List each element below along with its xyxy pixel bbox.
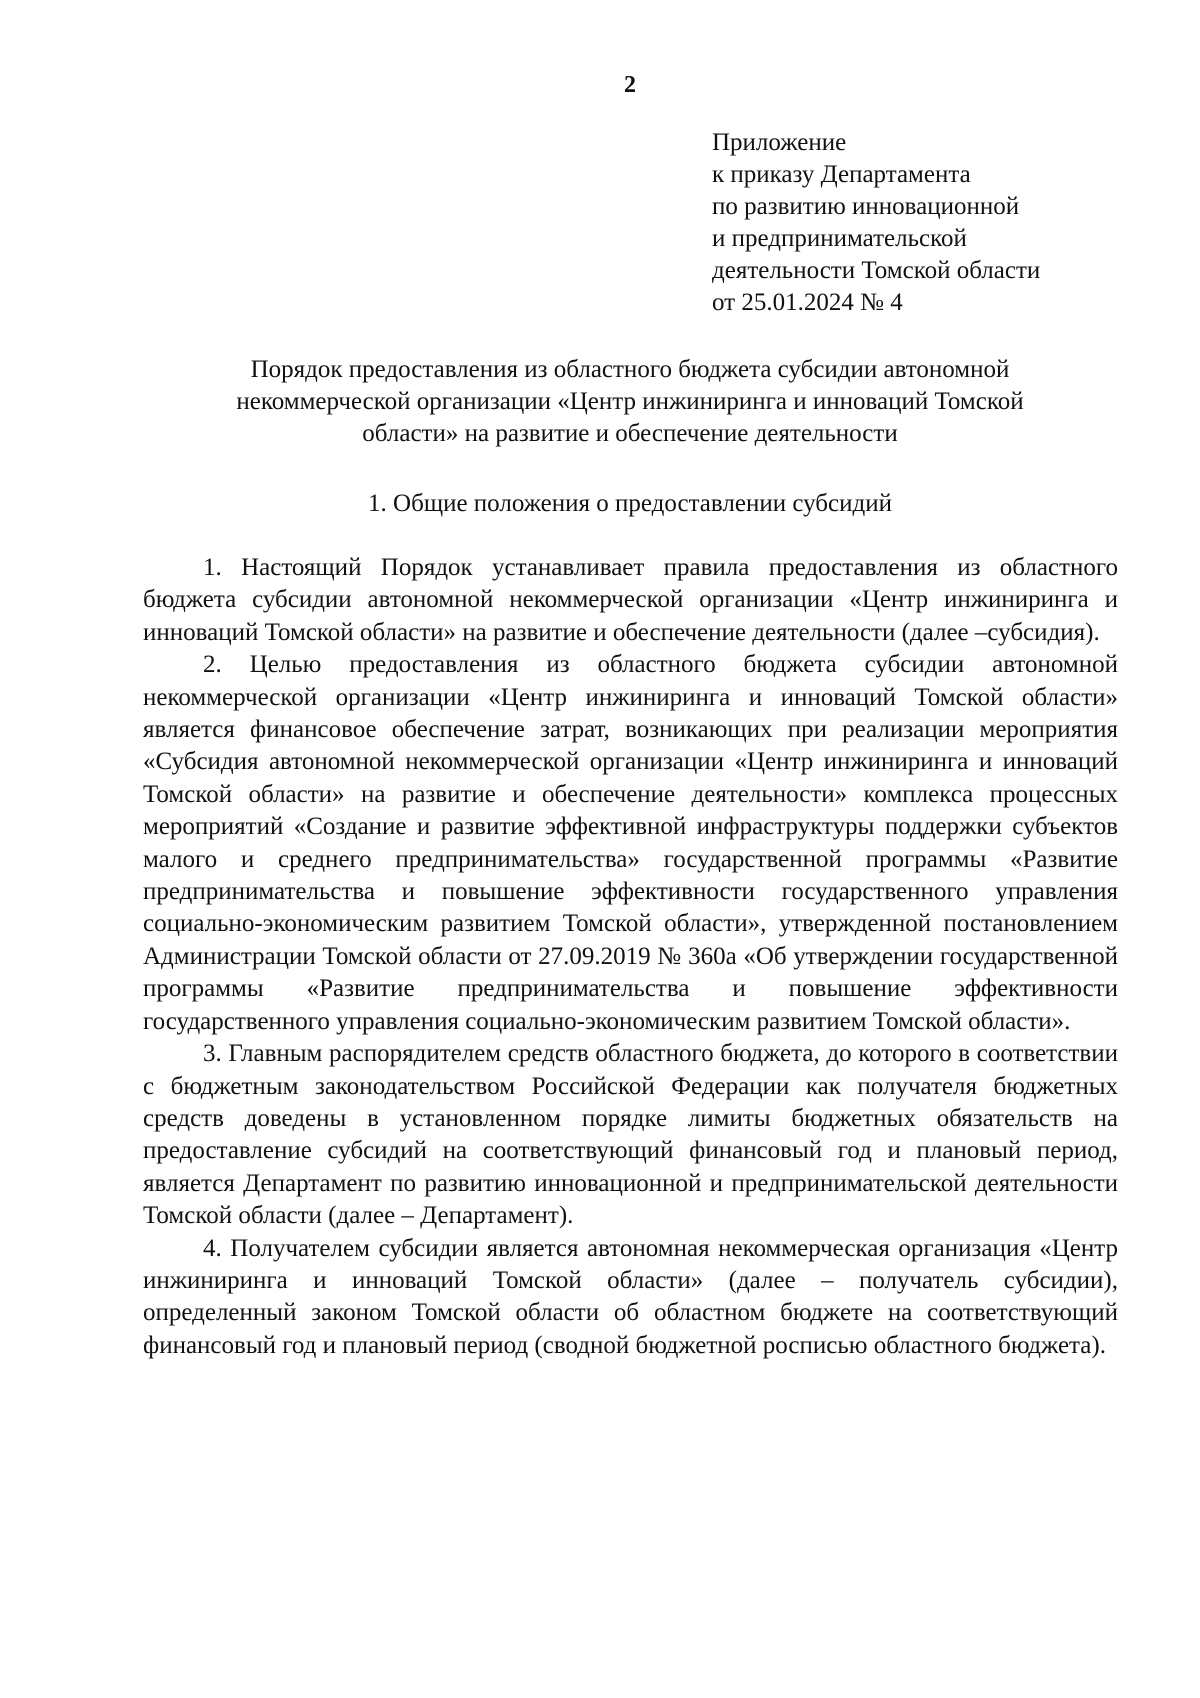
title-line: некоммерческой организации «Центр инжиниринга и инноваций Томской (236, 388, 1024, 415)
paragraph-1: 1. Настоящий Порядок устанавливает правила предоставления из областного бюджета субсидии автономной некоммерческой организации «Центр инжиниринга и инноваций Томской области» на развитие и обеспечение деятельности (далее –субсидия). (143, 554, 1118, 646)
appendix-line: деятельности Томской области (712, 257, 1041, 284)
section-heading: 1. Общие положения о предоставлении субсидий (368, 490, 892, 517)
appendix-line: от 25.01.2024 № 4 (712, 289, 903, 316)
title-line: Порядок предоставления из областного бюджета субсидии автономной (250, 356, 1010, 383)
appendix-line: по развитию инновационной (712, 193, 1020, 220)
body-text (143, 552, 1118, 1362)
appendix-line: и предпринимательской (712, 225, 967, 252)
appendix-block (712, 127, 1040, 319)
title-line: области» на развитие и обеспечение деятельности (362, 420, 898, 447)
paragraph-2: 2. Целью предоставления из областного бюджета субсидии автономной некоммерческой организации «Центр инжиниринга и инноваций Томской области» является финансовое обеспечение затрат, возникающих при реализации мероприятия «Субсидия автономной некоммерческой организации «Центр инжиниринга и инноваций Томской области» на развитие и обеспечение деятельности» комплекса процессных мероприятий «Создание и развитие эффективной инфраструктуры поддержки субъектов малого и среднего предпринимательства» государственной программы «Развитие предпринимательства и повышение эффективности государственного управления социально-экономическим развитием Томской области», утвержденной постановлением Администрации Томской области от 27.09.2019 № 360а «Об утверждении государственной программы «Развитие предпринимательства и повышение эффективности государственного управления социально-экономическим развитием Томской области». (143, 651, 1118, 1035)
document-title (140, 354, 1120, 450)
paragraph-3: 3. Главным распорядителем средств областного бюджета, до которого в соответствии с бюджетным законодательством Российской Федерации как получателя бюджетных средств доведены в установленном порядке лимиты бюджетных обязательств на предоставление субсидий на соответствующий финансовый год и плановый период, является Департамент по развитию инновационной и предпринимательской деятельности Томской области (далее – Департамент). (143, 1040, 1118, 1230)
appendix-line: к приказу Департамента (712, 161, 971, 188)
paragraph-4: 4. Получателем субсидии является автономная некоммерческая организация «Центр инжиниринга и инноваций Томской области» (далее – получатель субсидии), определенный законом Томской области об областном бюджете на соответствующий финансовый год и плановый период (сводной бюджетной росписью областного бюджета). (143, 1234, 1118, 1359)
page-number: 2 (624, 72, 636, 98)
appendix-line: Приложение (712, 129, 847, 156)
